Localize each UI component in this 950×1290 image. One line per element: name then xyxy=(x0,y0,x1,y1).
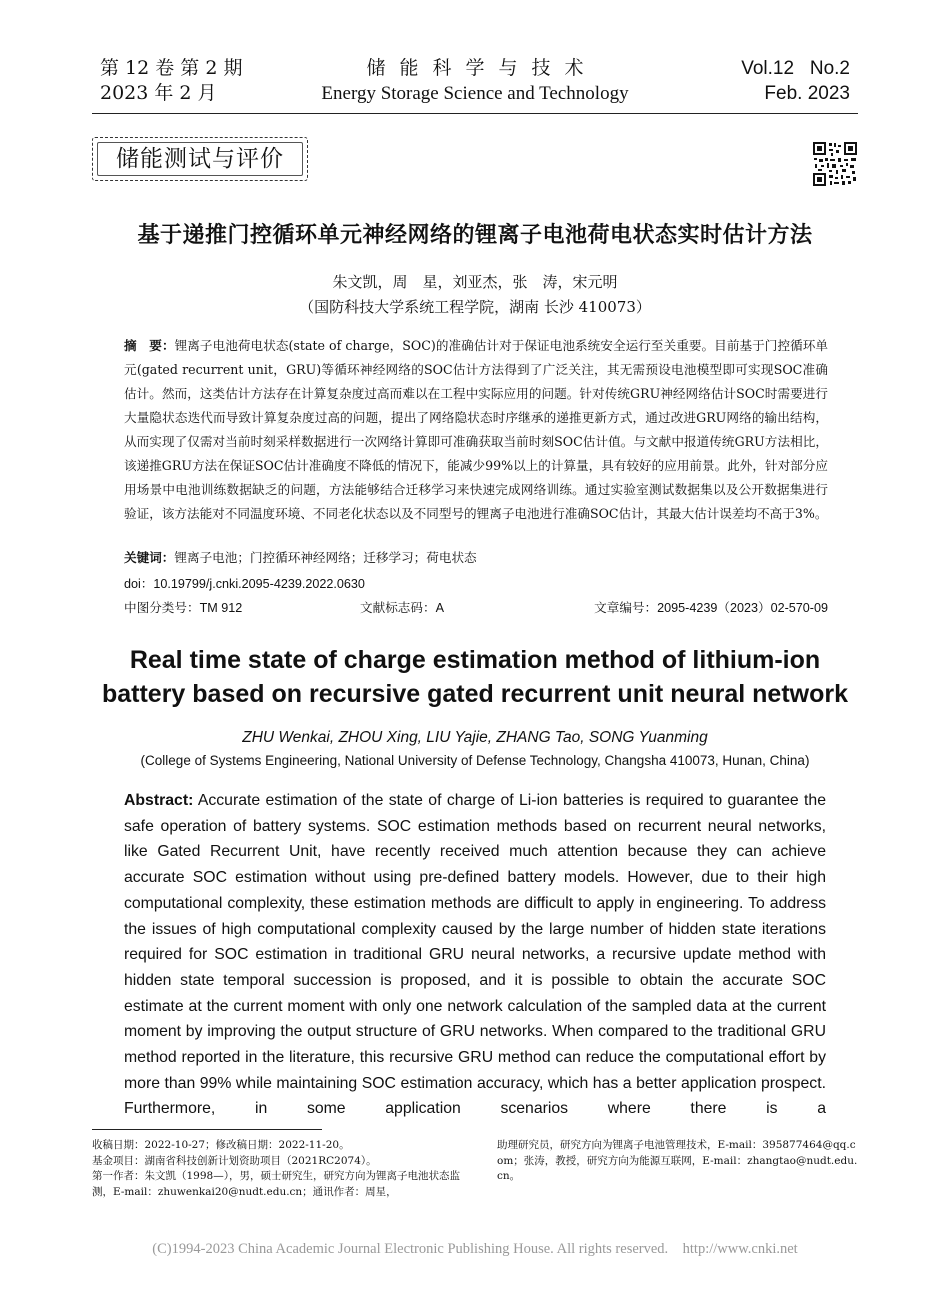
title-en-line1: Real time state of charge estimation method of lithium-ion xyxy=(129,646,821,674)
journal-name-en: Energy Storage Science and Technology xyxy=(321,83,629,104)
abstract-cn-text: 锂离子电池荷电状态(state of charge，SOC)的准确估计对于保证电池系统安全运行至关重要。目前基于门控循环单元(gated recurrent unit，GRU)等循环神经网络的SOC估计方法得到了广泛关注，其无需预设电池模型即可实现SOC准确估计。然而，这类估计方法存在计算复杂度过高而难以在工程中实际应用的问题。针对传统GRU神经网络估计SOC时需要进行大量隐状态迭代而导致计算复杂度过高的问题，提出了网络隐状态时序继承的递推更新方式，通过改进GRU网络的输出结构，从而实现了仅需对当前时刻采样数据进行一次网络计算即可准确获取当前时刻SOC估计值。与文献中报道传统GRU方法相比，该递推GRU方法在保证SOC估计准确度不降低的情况下，能减少99%以上的计算量，具有较好的应用前景。此外，针对部分应用场景中电池训练数据缺乏的问题，方法能够结合迁移学习来快速完成网络训练。通过实验室测试数据集以及公开数据集进行验证，该方法能对不同温度环境、不同老化状态以及不同型号的锂离子电池进行准确SOC估计，其最大估计误差均不高于3%。 xyxy=(124,338,829,521)
date-en: Feb. 2023 xyxy=(764,83,850,104)
abstract-en-label: Abstract: xyxy=(124,792,194,809)
copyright-line: (C)1994-2023 China Academic Journal Electronic Publishing House. All rights reserved. http://www.cnki.net xyxy=(152,1241,798,1257)
journal-name xyxy=(250,56,700,106)
keywords-cn xyxy=(124,547,477,566)
title-cn: 基于递推门控循环单元神经网络的锂离子电池荷电状态实时估计方法 xyxy=(137,222,813,247)
date-cn: 2023 年 2 月 xyxy=(100,82,217,104)
journal-name-cn: 储能科学与技术 xyxy=(366,57,598,79)
header-rule xyxy=(92,113,858,114)
journal-issue-cn xyxy=(100,56,242,106)
authors-cn: 朱文凯，周 星，刘亚杰，张 涛，宋元明 xyxy=(332,273,618,291)
footnotes-right xyxy=(497,1138,859,1185)
footnote-rule xyxy=(92,1129,322,1130)
title-en xyxy=(60,643,890,711)
keywords-cn-text: 锂离子电池；门控循环神经网络；迁移学习；荷电状态 xyxy=(174,550,477,565)
authors-en: ZHU Wenkai, ZHOU Xing, LIU Yajie, ZHANG Tao, SONG Yuanming xyxy=(242,729,708,746)
abstract-cn xyxy=(124,334,828,526)
qr-code-icon xyxy=(812,141,858,187)
volume-cn: 第 12 卷 第 2 期 xyxy=(100,57,243,79)
volume-en: Vol.12 No.2 xyxy=(741,58,850,79)
clc-number: 中图分类号：TM 912 xyxy=(124,601,243,615)
affiliation-cn: （国防科技大学系统工程学院，湖南 长沙 410073） xyxy=(299,298,651,316)
first-author-info: 第一作者：朱文凯（1998—），男，硕士研究生，研究方向为锂离子电池状态监测，E-mail：zhuwenkai20@nudt.edu.cn；通讯作者：周星， xyxy=(92,1170,460,1198)
keywords-cn-label: 关键词： xyxy=(124,551,175,565)
doi: doi：10.19799/j.cnki.2095-4239.2022.0630 xyxy=(124,577,365,591)
document-code: 文献标志码：A xyxy=(360,601,444,615)
footnotes-left xyxy=(92,1138,460,1200)
abstract-cn-label: 摘 要： xyxy=(124,338,175,353)
abstract-en-text: Accurate estimation of the state of charge of Li-ion batteries is required to guarantee the safe operation of battery systems. SOC estimation methods based on recurrent neural networks, like Gated Recurrent Unit, have recently received much attention because they can achieve accurate SOC estimation without using pre-defined battery models. However, due to their high computational complexity, these estimation methods are difficult to apply in engineering. To address the issues of high computational complexity caused by the large number of hidden state iterations required for SOC estimation in traditional GRU neural networks, a recursive update method with hidden state temporal succession is proposed, and it is possible to obtain the accurate SOC estimate at the current moment with only one network calculation of the sampled data at the current moment by improving the output structure of GRU networks. When compared to the traditional GRU method reported in the literature, this recursive GRU method can reduce the computational effort by more than 99% while maintaining SOC estimation accuracy, which has a better application prospect. Furthermore, in some application scenarios where there is a xyxy=(124,792,826,1118)
affiliation-en: (College of Systems Engineering, National University of Defense Technology, Changsha 410073, Hunan, China) xyxy=(140,753,810,768)
journal-issue-en xyxy=(741,56,850,106)
section-label: 储能测试与评价 xyxy=(97,142,303,176)
corresponding-author-info: 助理研究员，研究方向为锂离子电池管理技术，E-mail：395877464@qq.com；张涛，教授，研究方向为能源互联网，E-mail：zhangtao@nudt.edu.cn。 xyxy=(497,1139,858,1182)
article-number: 文章编号：2095-4239（2023）02-570-09 xyxy=(594,601,828,615)
received-date: 收稿日期：2022-10-27；修改稿日期：2022-11-20。 xyxy=(92,1139,350,1151)
fund-info: 基金项目：湖南省科技创新计划资助项目（2021RC2074）。 xyxy=(92,1154,377,1167)
abstract-en xyxy=(124,788,826,1122)
title-en-line2: battery based on recursive gated recurrent unit neural network xyxy=(101,680,849,708)
